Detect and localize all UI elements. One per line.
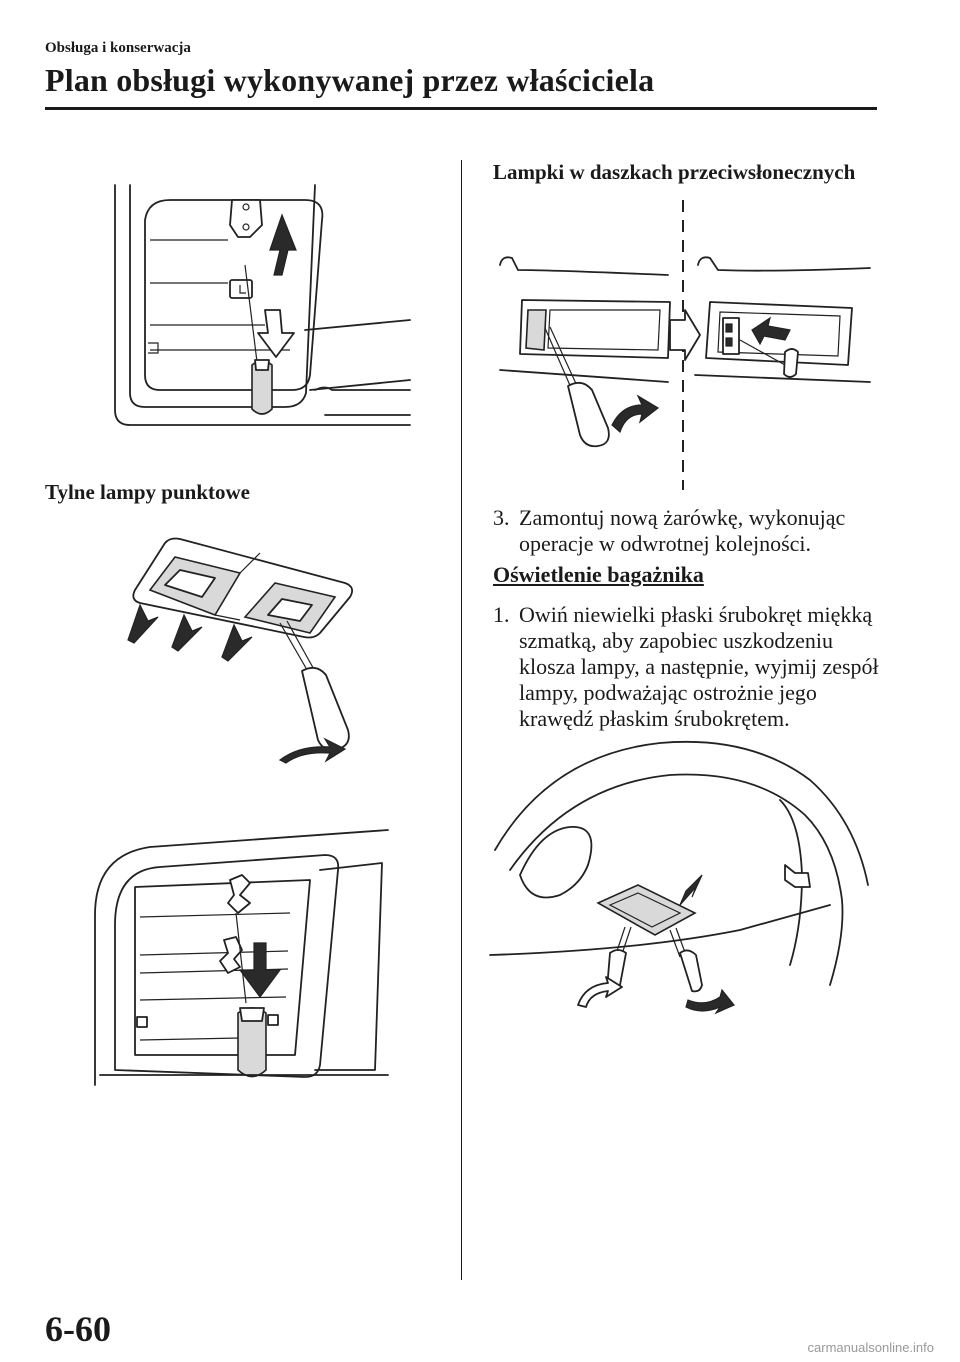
step-1-number: 1.	[493, 602, 510, 627]
step-3-number: 3.	[493, 505, 510, 530]
trunk-light-illustration	[490, 735, 870, 1025]
step-1	[493, 602, 883, 742]
watermark[interactable]: carmanualsonline.info	[807, 1340, 934, 1355]
bulb-clip-illustration	[90, 825, 390, 1085]
step-3-text: Zamontuj nową żarówkę, wykonując operacje w odwrotnej kolejności.	[519, 505, 846, 556]
step-3	[493, 505, 883, 565]
section-title: Obsługa i konserwacja	[45, 40, 191, 56]
page-title: Plan obsługi wykonywanej przez właściciela	[45, 62, 655, 98]
title-rule	[45, 107, 877, 110]
overhead-lamp-illustration	[110, 175, 410, 445]
subheading-trunk-light: Oświetlenie bagażnika	[493, 562, 704, 587]
column-divider	[461, 160, 462, 1280]
visor-lamp-illustration	[490, 200, 880, 490]
step-1-text: Owiń niewielki płaski śrubokręt miękką szmatką, aby zapobiec uszkodzeniu klosza lampy, a następnie, wyjmij zespół lampy, podważając ostrożnie jego krawędź płaskim śrubokrętem.	[519, 602, 879, 731]
page-number: 6-60	[45, 1309, 111, 1349]
rear-spot-lamp-illustration	[120, 535, 360, 765]
caption-visor-lamps: Lampki w daszkach przeciwsłonecznych	[493, 160, 856, 184]
caption-rear-spot-lamps: Tylne lampy punktowe	[45, 480, 250, 504]
